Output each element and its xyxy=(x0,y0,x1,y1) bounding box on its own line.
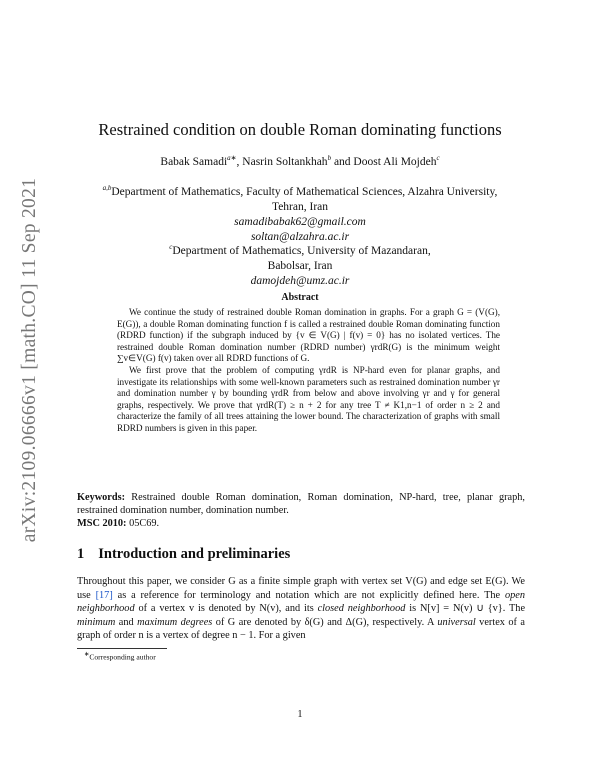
body-text: is N[v] = N(v) ∪ {v}. The xyxy=(405,603,526,615)
author-name: Doost Ali Mojdeh xyxy=(353,155,437,168)
section-title: Introduction and preliminaries xyxy=(98,546,291,562)
affiliation-mark: b xyxy=(327,154,332,162)
footnote-rule xyxy=(77,648,167,649)
author-separator: and xyxy=(331,155,354,168)
body-text: of G are denoted by δ(G) and Δ(G), respectively. A xyxy=(212,616,438,628)
affiliation-mark: a xyxy=(227,154,231,162)
section-heading xyxy=(77,546,290,563)
body-text: vertex of a graph of order n is a vertex of degree n − 1. For a given xyxy=(77,616,525,642)
abstract-paragraph: We continue the study of restrained double Roman domination in graphs. For a graph G = (V(G), E(G)), a double Roman dominating function f is called a restrained double Roman dominating function (RDRD function) if the subgraph induced by {v ∈ V(G) | f(v) = 0} has no isolated vertices. The restrained double Roman domination number (RDRD number) γrdR(G) is the minimum weight ∑v∈V(G) f(v) taken over all RDRD functions of G. xyxy=(117,307,500,364)
keywords-label: Keywords: xyxy=(77,492,126,503)
affiliation-mark: c xyxy=(436,154,440,162)
abstract-paragraph: We first prove that the problem of computing γrdR is NP-hard even for planar graphs, and investigate its relationships with some well-known parameters such as restrained domination number γr and domination number γ by bounding γrdR from below and above involving γr and γ for general graphs, respectively. We prove that γrdR(T) ≥ n + 2 for any tree T ≠ K1,n−1 of order n ≥ 2 and characterize the family of all trees attaining the lower bound. The characterization of graphs with small RDRD numbers is given in this paper. xyxy=(117,364,500,433)
keywords-text: Restrained double Roman domination, Roman domination, NP-hard, tree, planar graph, restrained domination number, domination number. xyxy=(77,492,526,517)
body-text: of a vertex v is denoted by N(v), and its xyxy=(134,603,318,615)
body-text: as a reference for terminology and notation which are not explicitly defined here. The xyxy=(112,589,505,601)
author-name: Nasrin Soltankhah xyxy=(242,155,328,168)
email-link[interactable]: damojdeh@umz.ac.ir xyxy=(250,275,350,288)
author-separator: , xyxy=(236,155,243,168)
paper-title: Restrained condition on double Roman dominating functions xyxy=(98,120,502,139)
body-text: Throughout this paper, we consider G as a finite simple graph with vertex set V(G) and edge set E(G). We use xyxy=(77,576,525,601)
footnote-text: Corresponding author xyxy=(89,652,156,662)
term: open neighborhood xyxy=(77,589,525,615)
affiliation-mark: c xyxy=(169,243,173,251)
page-number: 1 xyxy=(297,709,303,720)
footnote xyxy=(84,651,156,662)
arxiv-id: arXiv:2109.06666v1 [math.CO] 11 Sep 2021 xyxy=(19,177,40,543)
abstract-heading: Abstract xyxy=(281,292,319,303)
author-list xyxy=(0,154,600,168)
abstract-body xyxy=(117,307,500,435)
footnote-link[interactable]: ∗ xyxy=(230,154,237,162)
term: closed neighborhood xyxy=(317,603,406,615)
affiliation-line: Department of Mathematics, Faculty of Mathematical Sciences, Alzahra University, xyxy=(111,185,498,198)
author-name: Babak Samadi xyxy=(160,155,228,168)
term: universal xyxy=(437,616,476,628)
affiliation-line: Tehran, Iran xyxy=(271,201,329,214)
email-link[interactable]: samadibabak62@gmail.com xyxy=(234,216,366,229)
affiliation-block-1 xyxy=(0,181,600,246)
msc-label: MSC 2010: xyxy=(77,518,127,529)
keywords xyxy=(77,491,525,517)
affiliation-mark: a,b xyxy=(102,184,112,192)
msc-classification xyxy=(77,518,159,529)
affiliation-line: Department of Mathematics, University of Mazandaran, xyxy=(172,244,431,257)
footnote-mark: ∗ xyxy=(84,651,90,658)
msc-text: 05C69. xyxy=(129,518,160,529)
body-paragraph xyxy=(77,575,525,643)
affiliation-line: Babolsar, Iran xyxy=(267,260,333,273)
section-number: 1 xyxy=(77,546,85,562)
body-text: and xyxy=(115,616,138,628)
email-link[interactable]: soltan@alzahra.ac.ir xyxy=(250,231,350,244)
citation-link[interactable]: [17] xyxy=(95,589,113,601)
term: maximum degrees xyxy=(137,616,213,628)
affiliation-block-2 xyxy=(0,240,600,289)
term: minimum xyxy=(77,616,116,628)
